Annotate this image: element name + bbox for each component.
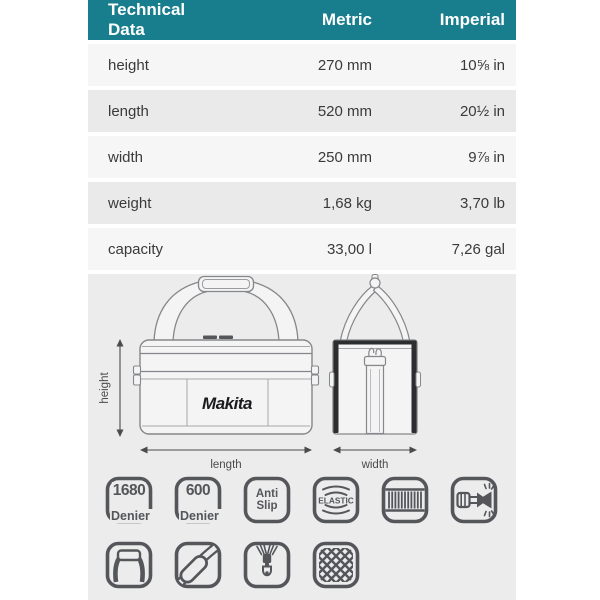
feature-icons-row-1 xyxy=(88,476,516,524)
zipper-icon xyxy=(243,541,291,589)
anti-slip-label: Anti Slip xyxy=(255,488,279,512)
cell-metric: 250 mm xyxy=(317,148,372,166)
diagram-panel xyxy=(88,274,516,600)
cell-imperial: 20½ in xyxy=(459,102,505,120)
centre-strap xyxy=(365,348,386,433)
elastic-label: ELASTIC xyxy=(318,495,354,506)
anti-slip-icon xyxy=(243,476,291,524)
mesh-pocket-icon xyxy=(312,541,360,589)
cell-metric: 270 mm xyxy=(317,56,372,74)
table-row-width xyxy=(88,136,516,178)
table-row-weight xyxy=(88,182,516,224)
cell-imperial: 10⅝ in xyxy=(459,56,505,74)
header-technical-data: Technical Data xyxy=(108,0,186,39)
cell-imperial: 7,26 gal xyxy=(451,240,505,258)
cell-metric: 1,68 kg xyxy=(322,194,372,212)
denier-value: 1680 xyxy=(112,482,146,499)
handle-grip xyxy=(199,277,254,292)
cell-label: width xyxy=(108,148,144,166)
feature-icons-row-2 xyxy=(88,541,516,589)
spec-table-rows xyxy=(88,44,516,270)
cell-metric: 33,00 l xyxy=(326,240,372,258)
webbing-strap-icon xyxy=(381,476,429,524)
cell-label: height xyxy=(108,56,149,74)
cell-label: capacity xyxy=(108,240,164,258)
fabric-600-denier-icon xyxy=(174,476,222,524)
table-row-length xyxy=(88,90,516,132)
carry-handle-icon xyxy=(105,541,153,589)
denier-value: 600 xyxy=(185,482,211,499)
bag-front-view xyxy=(134,277,319,435)
zipper-pulls xyxy=(203,336,233,340)
cell-metric: 520 mm xyxy=(317,102,372,120)
bag-side-view xyxy=(330,275,421,435)
cell-label: length xyxy=(108,102,149,120)
strap-ring xyxy=(370,278,380,288)
cell-label: weight xyxy=(108,194,152,212)
bag-dimension-diagram xyxy=(88,274,516,474)
denier-unit: Denier xyxy=(179,509,222,523)
width-dimension-label: width xyxy=(361,459,389,471)
header-imperial: Imperial xyxy=(439,10,505,29)
header-metric: Metric xyxy=(321,10,372,29)
click-buckle-icon xyxy=(450,476,498,524)
cell-imperial: 9⅞ in xyxy=(468,148,505,166)
spec-sheet xyxy=(88,0,516,600)
height-dimension-label: height xyxy=(99,372,111,404)
table-row-height xyxy=(88,44,516,86)
makita-logo: Makita xyxy=(202,394,252,413)
shoulder-strap-icon xyxy=(174,541,222,589)
cell-imperial: 3,70 lb xyxy=(459,194,505,212)
fabric-1680-denier-icon xyxy=(105,476,153,524)
table-row-capacity xyxy=(88,228,516,270)
elastic-icon xyxy=(312,476,360,524)
denier-unit: Denier xyxy=(110,509,153,523)
table-header xyxy=(88,0,516,40)
length-dimension-label: length xyxy=(210,459,242,471)
